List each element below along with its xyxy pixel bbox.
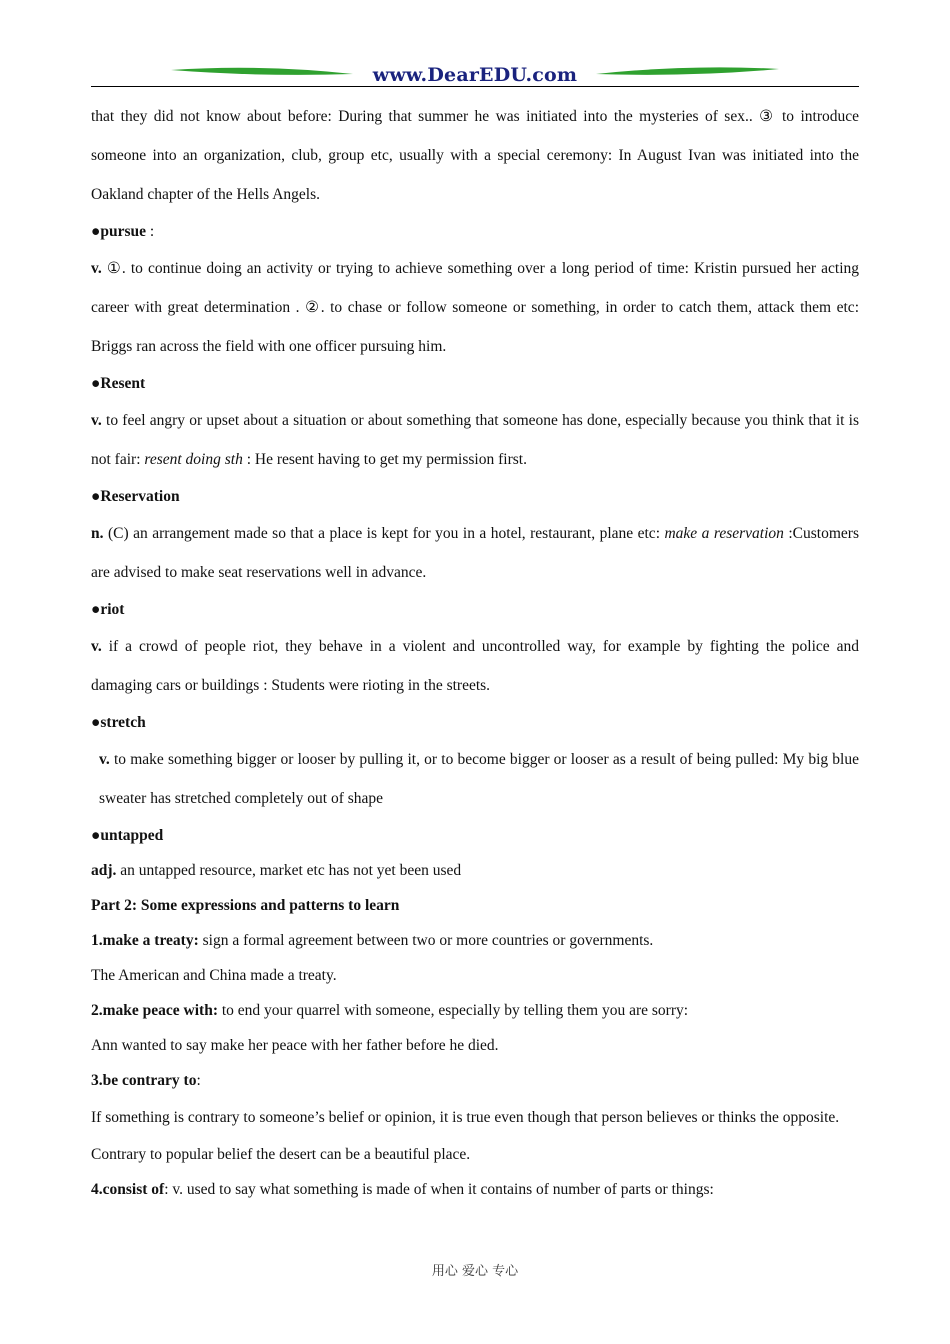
- expression-1-example: The American and China made a treaty.: [91, 967, 337, 984]
- intro-paragraph: that they did not know about before: During that summer he was initiated into the mysteries of sex.. ③ to introduce someone into an organization, club, group etc, usually with a special ceremony: In August Ivan was initiated into the Oakland chapter of the Hells Angels.: [91, 108, 859, 203]
- example-text: : He resent having to get my permission first.: [242, 451, 527, 468]
- definition-text: ①. to continue doing an activity or trying to achieve something over a long period of time: Kristin pursued her acting career with great determination . ②. to chase or follow someone or something, in order to catch them, attack them etc: Briggs ran across the field with one officer pursuing him.: [91, 260, 859, 355]
- definition-text: if a crowd of people riot, they behave in a violent and uncontrolled way, for example by fighting the police and damaging cars or buildings : Students were rioting in the streets.: [91, 638, 859, 694]
- expression-term: 2.make peace with:: [91, 1002, 218, 1019]
- bullet-icon: ●: [91, 223, 101, 240]
- expression-1: [91, 923, 859, 958]
- headword-pursue: [91, 214, 859, 249]
- usage-pattern: resent doing sth: [144, 451, 243, 468]
- bullet-icon: ●: [91, 488, 101, 505]
- expression-2-example: Ann wanted to say make her peace with her father before he died.: [91, 1037, 499, 1054]
- expression-definition: sign a formal agreement between two or more countries or governments.: [198, 932, 654, 949]
- definition-pursue: [91, 249, 859, 366]
- document-body: [91, 97, 859, 1207]
- headword-text: stretch: [100, 714, 146, 731]
- expression-3-explanation: If something is contrary to someone’s belief or opinion, it is true even though that person believes or thinks the opposite.: [91, 1109, 840, 1126]
- definition-riot: [91, 627, 859, 705]
- expression-term: 4.consist of: [91, 1181, 165, 1198]
- part-of-speech: n.: [91, 525, 104, 542]
- expression-term: 1.make a treaty:: [91, 932, 199, 949]
- part-of-speech: v.: [91, 412, 102, 429]
- bullet-icon: ●: [91, 375, 101, 392]
- expression-4: [91, 1172, 859, 1207]
- headword-riot: [91, 592, 859, 627]
- headword-stretch: [91, 705, 859, 740]
- page-header: [91, 62, 859, 88]
- definition-stretch: [91, 740, 859, 818]
- headword-text: Reservation: [100, 488, 180, 505]
- expression-term: 3.be contrary to: [91, 1072, 197, 1089]
- headword-text: Resent: [100, 375, 146, 392]
- headword-reservation: [91, 479, 859, 514]
- part-of-speech: adj.: [91, 862, 117, 879]
- definition-resent: [91, 401, 859, 479]
- part-of-speech: v.: [99, 751, 110, 768]
- headword-resent: [91, 366, 859, 401]
- part-of-speech: v.: [91, 260, 102, 277]
- expression-3: [91, 1063, 859, 1098]
- bullet-icon: ●: [91, 714, 101, 731]
- headword-text: untapped: [100, 827, 164, 844]
- expression-definition: :: [196, 1072, 201, 1089]
- site-logo-text: www.DearEDU.com: [372, 64, 578, 86]
- part-of-speech: v.: [91, 638, 102, 655]
- expression-2: [91, 993, 859, 1028]
- headword-untapped: [91, 818, 859, 853]
- section-heading-part2: [91, 888, 859, 923]
- headword-text: pursue: [100, 223, 147, 240]
- expression-3-example: Contrary to popular belief the desert can be a beautiful place.: [91, 1146, 471, 1163]
- usage-pattern: make a reservation: [664, 525, 784, 542]
- expression-definition: to end your quarrel with someone, especially by telling them you are sorry:: [218, 1002, 689, 1019]
- expression-definition: : v. used to say what something is made of when it contains of number of parts or things:: [164, 1181, 714, 1198]
- section-heading-text: Part 2: Some expressions and patterns to learn: [91, 897, 400, 914]
- definition-untapped: [91, 853, 859, 888]
- bullet-icon: ●: [91, 601, 101, 618]
- example-text: :Customers are advised to make seat reservations well in advance.: [91, 525, 859, 581]
- bullet-icon: ●: [91, 827, 101, 844]
- definition-text: (C) an arrangement made so that a place is kept for you in a hotel, restaurant, plane etc:: [103, 525, 665, 542]
- definition-text: to make something bigger or looser by pulling it, or to become bigger or looser as a result of being pulled: My big blue sweater has stretched completely out of shape: [99, 751, 859, 807]
- header-divider: [91, 86, 859, 87]
- headword-suffix: :: [146, 223, 155, 240]
- headword-text: riot: [100, 601, 125, 618]
- definition-text: to feel angry or upset about a situation or about something that someone has done, especially because you think that it is not fair:: [91, 412, 859, 468]
- definition-reservation: [91, 514, 859, 592]
- page-footer: 用心 爱心 专心: [431, 1264, 519, 1279]
- definition-text: an untapped resource, market etc has not yet been used: [116, 862, 462, 879]
